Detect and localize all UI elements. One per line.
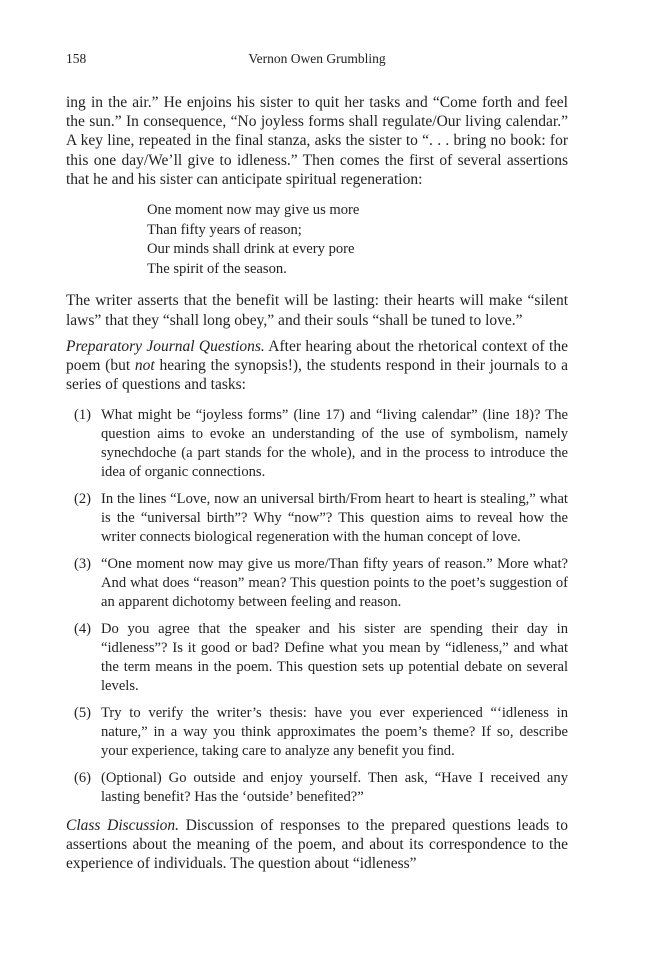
verse-line: Than fifty years of reason; <box>147 221 302 238</box>
verse-quotation <box>147 201 568 279</box>
question-number: (6) <box>74 770 92 787</box>
paragraph-journal-questions <box>66 337 568 395</box>
page-number: 158 <box>66 51 87 66</box>
question-list <box>66 406 568 806</box>
question-text: (Optional) Go outside and enjoy yourself. Then ask, “Have I received any lasting benefit? Has the ‘outside’ benefited?” <box>101 770 568 806</box>
verse-line: Our minds shall drink at every pore <box>147 241 355 258</box>
verse-line: One moment now may give us more <box>147 202 360 219</box>
paragraph-text: Discussion of responses to the prepared questions leads to assertions about the meaning of the poem, and about its correspondence to the experience of individuals. The question about “idleness” <box>66 816 568 873</box>
question-number: (5) <box>74 705 92 722</box>
paragraph-benefit: The writer asserts that the benefit will be lasting: their hearts will make “silent laws” that they “shall long obey,” and their souls “shall be tuned to love.” <box>66 292 568 329</box>
question-item <box>66 704 568 760</box>
question-number: (1) <box>74 407 92 424</box>
question-text: What might be “joyless forms” (line 17) and “living calendar” (line 18)? The question aims to evoke an understanding of the use of symbolism, namely synechdoche (a part stands for the whole), and in the process to introduce the idea of organic connections. <box>101 407 568 480</box>
emphasis-not: not <box>134 357 155 374</box>
question-item <box>66 555 568 611</box>
question-text: Do you agree that the speaker and his sister are spending their day in “idleness”? Is it good or bad? Define what you mean by “idleness,” and what the term means in the poem. This question sets up potential debate on several levels. <box>101 621 568 694</box>
paragraph-text: After hearing about the rhetorical context of the poem (but <box>66 337 568 374</box>
paragraph-text: hearing the synopsis!), the students respond in their journals to a series of questions and tasks: <box>66 357 568 394</box>
question-number: (3) <box>74 556 92 573</box>
section-heading-discussion: Class Discussion. <box>66 816 180 834</box>
paragraph-class-discussion <box>66 816 568 874</box>
question-item <box>66 406 568 481</box>
question-item <box>66 490 568 546</box>
question-number: (4) <box>74 621 92 638</box>
question-text: In the lines “Love, now an universal birth/From heart to heart is stealing,” what is the “universal birth”? Why “now”? This question aims to reveal how the writer connects biological regeneration with the human concept of love. <box>101 491 568 545</box>
running-head <box>66 51 568 71</box>
section-heading-journal: Preparatory Journal Questions. <box>66 337 265 355</box>
question-text: “One moment now may give us more/Than fifty years of reason.” More what? And what does “reason” mean? This question points to the poet’s suggestion of an apparent dichotomy between feeling and reason. <box>101 556 568 610</box>
question-number: (2) <box>74 491 92 508</box>
verse-line: The spirit of the season. <box>147 260 287 277</box>
question-item <box>66 620 568 695</box>
body-text <box>66 93 568 873</box>
question-item <box>66 769 568 806</box>
paragraph-intro: ing in the air.” He enjoins his sister to quit her tasks and “Come forth and feel the sun.” In consequence, “No joyless forms shall regulate/Our living calendar.” A key line, repeated in the final stanza, asks the sister to “. . . bring no book: for this one day/We’ll give to idleness.” Then comes the first of several assertions that he and his sister can anticipate spiritual regeneration: <box>66 94 568 188</box>
running-title: Vernon Owen Grumbling <box>248 51 386 66</box>
question-text: Try to verify the writer’s thesis: have you ever experienced “‘idleness in nature,” in a way you think approximates the poem’s theme? If so, describe your experience, taking care to analyze any benefit you find. <box>101 705 568 759</box>
